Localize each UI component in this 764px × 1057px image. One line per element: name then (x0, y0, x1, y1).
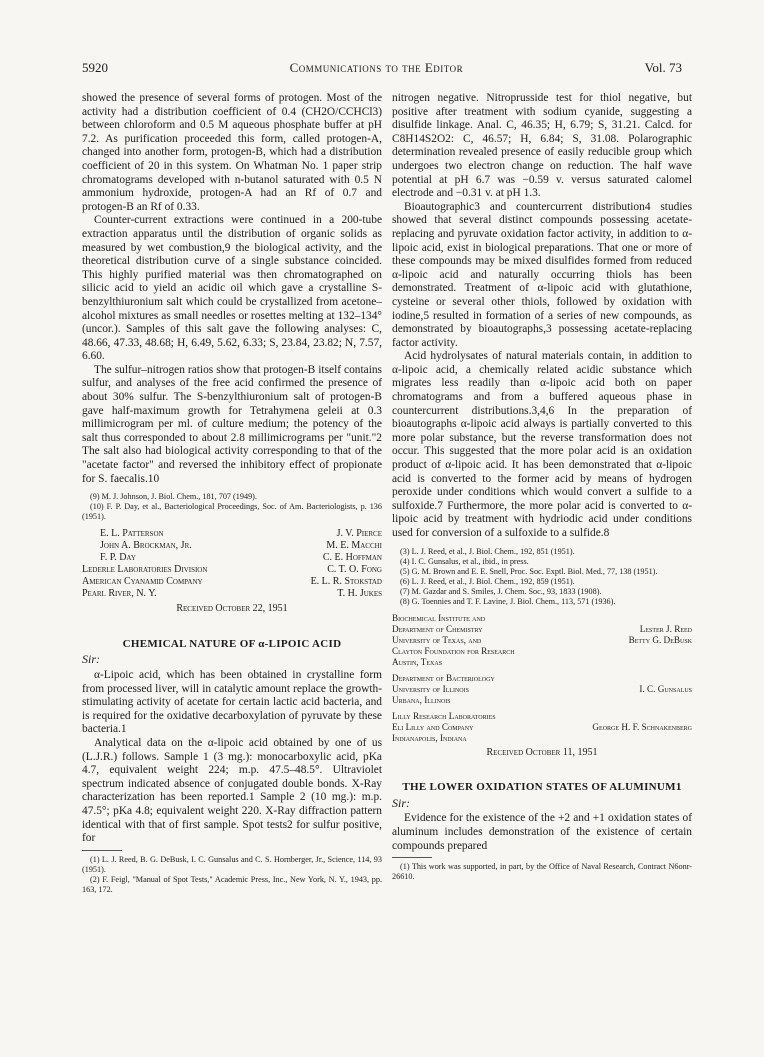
page-header (82, 60, 682, 76)
footnote: (2) F. Feigl, "Manual of Spot Tests," Academic Press, Inc., New York, N. Y., 1943, pp. 163, 172. (82, 874, 382, 894)
author-row: Pearl River, N. Y. T. H. Jukes (82, 588, 382, 600)
paragraph: Evidence for the existence of the +2 and +1 oxidation states of aluminum includes demonstration of the existence of certain compounds prepared (392, 812, 692, 852)
volume-label: Vol. 73 (644, 60, 682, 75)
author-row: Lederle Laboratories Division C. T. O. Fong (82, 564, 382, 576)
salutation: Sir: (392, 795, 410, 810)
affiliations: Biochemical Institute and Department of Chemistry Lester J. Reed University of Texas, and Betty G. DeBusk Clayton Foundation for Research Austin, Texas Department of Bacteriology University of Illinois I. C. Gunsalus Urbana, Illinois Lilly Research Laboratories Eli Lilly and Company George H. F. Schnakenberg Indianapolis, Indiana (392, 612, 692, 743)
footnote: (4) I. C. Gunsalus, et al., ibid., in press. (400, 556, 529, 566)
received-date: Received October 22, 1951 (176, 603, 288, 615)
paragraph: showed the presence of several forms of protogen. Most of the activity had a distribution coefficient of 0.4 (CH2O/CCHCl3) between chloroform and 0.5 M aqueous phosphate buffer at pH 7.2. As purification proceeded this form, called protogen-A, changed into another form, protogen-B, which had a distribution coefficient of 20 in this system. On Whatman No. 1 paper strip chromatograms developed with n-butanol saturated with 0.5 N ammonium hydroxide, protogen-A had an Rf of 0.7 and protogen-B an Rf of 0.33. (82, 92, 382, 213)
author-name: Betty G. DeBusk (628, 634, 692, 645)
author-row: John A. Brockman, Jr. M. E. Macchi (100, 540, 382, 552)
author-name: George H. F. Schnakenberg (592, 721, 692, 732)
paragraph: The sulfur–nitrogen ratios show that protogen-B itself contains sulfur, and analyses of the free acid confirmed the presence of about 30% sulfur. The S-benzylthiuronium salt of protogen-B gave half-maximum growth for Tetrahymena geleii at 0.3 millimicrogram per ml. of culture medium; the potency of the salt thus corresponded to about 2.8 millimicrograms per "unit."2 The salt also had biological activity corresponding to that of the "acetate factor" and reversed the inhibitory effect of propionate for S. faecalis.10 (82, 363, 382, 485)
article-title: THE LOWER OXIDATION STATES OF ALUMINUM1 (402, 781, 682, 794)
footnote: (8) G. Toennies and T. F. Lavine, J. Biol. Chem., 113, 571 (1936). (400, 596, 616, 606)
footnote-rule (82, 850, 122, 851)
footnote: (3) L. J. Reed, et al., J. Biol. Chem., 192, 851 (1951). (400, 546, 575, 556)
paragraph: α-Lipoic acid, which has been obtained in crystalline form from processed liver, will in catalytic amount replace the growth-stimulating activity of acetate for certain lactic acid bacteria, and is required for the oxidative decarboxylation of pyruvate by these bacteria.1 (82, 669, 382, 736)
author-row: American Cyanamid Company E. L. R. Stokstad (82, 576, 382, 588)
author-row: E. L. Patterson J. V. Pierce (100, 528, 382, 540)
paragraph: Acid hydrolysates of natural materials contain, in addition to α-lipoic acid, a chemically related acidic substance which migrates less readily than α-lipoic acid both on paper chromatograms and from a buffered aqueous phase in countercurrent distributions.3,4,6 In the preparation of bioautographs α-lipoic acid always is partially converted to this more polar substance, but the reverse transformation does not occur. This suggested that the more polar acid is an oxidation product of α-lipoic acid. It has been demonstrated that α-lipoic acid is converted to the former acid by means of hydrogen peroxide under conditions which would convert a sulfide to a sulfoxide.7 Furthermore, the more polar acid is converted to α-lipoic acid by treatment with hydriodic acid under conditions used for conversion of a sulfoxide to a sulfide.8 (392, 350, 692, 539)
paragraph: Counter-current extractions were continued in a 200-tube extraction apparatus until the distribution of organic solids as measured by wet combustion,9 the biological activity, and the theoretical distribution curve of a single substance coincided. This highly purified material was then chromatographed on silicic acid to yield an acidic oil which gave a crystalline S-benzylthiuronium salt which could be crystallized from acetone–alcohol mixtures as small needles or rosettes melting at 132–134° (uncor.). Samples of this salt gave the following analyses: C, 48.66, 47.33, 48.68; H, 6.49, 5.62, 6.33; S, 23.84, 23.82; N, 7.57, 6.60. (82, 214, 382, 363)
salutation: Sir: (82, 652, 100, 667)
footnote: (9) M. J. Johnson, J. Biol. Chem., 181, 707 (1949). (90, 492, 257, 502)
footnote: (5) G. M. Brown and E. E. Snell, Proc. Soc. Exptl. Biol. Med., 77, 138 (1951). (400, 566, 658, 576)
author-row: F. P. Day C. E. Hoffman (100, 552, 382, 564)
footnote: (10) F. P. Day, et al., Bacteriological Proceedings, Soc. of Am. Bacteriologists, p. 136 (1951). (82, 502, 382, 522)
author-name: Lester J. Reed (639, 623, 692, 634)
page-number: 5920 (82, 60, 108, 75)
author-name: I. C. Gunsalus (639, 683, 692, 694)
paragraph: nitrogen negative. Nitroprusside test for thiol negative, but positive after treatment with sodium cyanide, suggesting a disulfide linkage. Anal. C, 46.35; H, 6.79; S, 31.21. Calcd. for C8H14S2O2: C, 46.57; H, 6.84; S, 31.08. Polarographic determination revealed presence of easily reducible group which undergoes two electron change on reduction. The half wave potential at pH 6.7 was −0.59 v. versus saturated calomel electrode and −0.31 v. at pH 1.3. (392, 92, 692, 200)
paragraph: Analytical data on the α-lipoic acid obtained by one of us (L.J.R.) follows. Sample 1 (3 mg.): monocarboxylic acid, pKa 4.7, equivalent weight 224; m.p. 47.5–48.5°. Ultraviolet spectrum indicated absence of conjugated double bonds. X-Ray characterization has been reported.1 Sample 2 (10 mg.): m.p. 47.5°; pKa 4.8; equivalent weight 220. X-Ray diffraction pattern identical with that of first sample. Spot tests2 for sulfur positive, for (82, 736, 382, 845)
footnote: (1) L. J. Reed, B. G. DeBusk, I. C. Gunsalus and C. S. Hornberger, Jr., Science, 114, 93 (1951). (82, 854, 382, 874)
running-title: Communications to the Editor (289, 60, 464, 75)
paragraph: Bioautographic3 and countercurrent distribution4 studies showed that several distinct compounds possessing acetate-replacing and pyruvate oxidation factor activity, in addition to α-lipoic acid, exist in biological preparations. That one or more of these compounds may be mixed disulfides formed from reduced α-lipoic acid and naturally occurring thiols has been demonstrated. Treatment of α-lipoic acid with glutathione, cysteine or several other thiols, followed by oxidation with iodine,5 resulted in formation of a series of new compounds, as demonstrated by bioautographs,3 possessing acetate-replacing factor activity. (392, 200, 692, 349)
left-column (82, 92, 382, 895)
article-title: CHEMICAL NATURE OF α-LIPOIC ACID (122, 637, 342, 650)
footnotes-block (82, 492, 382, 522)
footnote-rule (392, 857, 432, 858)
received-date: Received October 11, 1951 (486, 746, 598, 758)
author-list (82, 528, 382, 600)
right-column (392, 92, 692, 882)
footnote: (6) L. J. Reed, et al., J. Biol. Chem., 192, 859 (1951). (400, 576, 575, 586)
footnotes-block (392, 547, 692, 607)
footnote: (1) This work was supported, in part, by the Office of Naval Research, Contract N6onr-26610. (392, 862, 692, 882)
footnote: (7) M. Gazdar and S. Smiles, J. Chem. Soc., 93, 1833 (1908). (400, 586, 602, 596)
